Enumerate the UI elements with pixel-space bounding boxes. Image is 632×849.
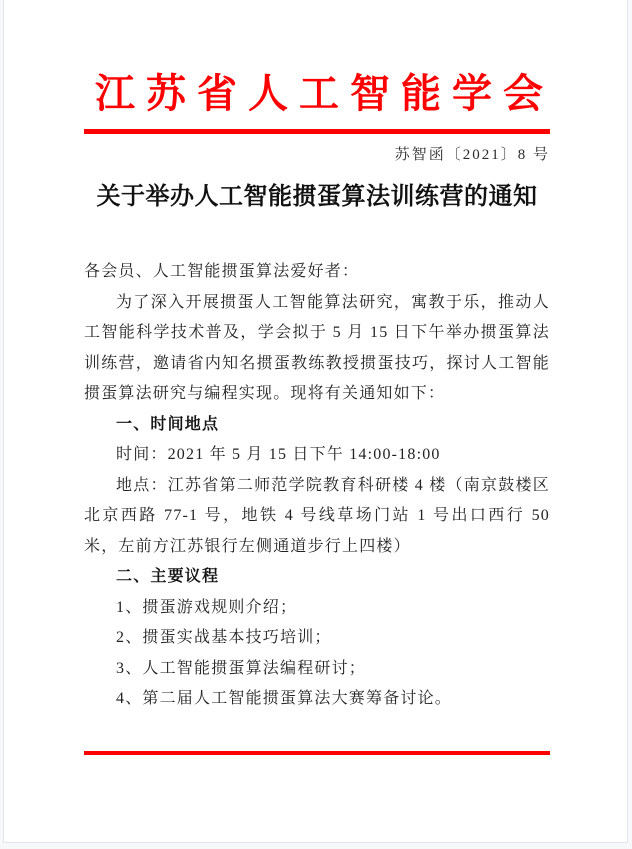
salutation-line: 各会员、人工智能掼蛋算法爱好者：: [84, 263, 360, 280]
agenda-item-4: 4、第二届人工智能掼蛋算法大赛筹备讨论。: [116, 690, 453, 707]
document-page: [3, 0, 628, 843]
section-1-heading: 一、时间地点: [116, 415, 220, 433]
footer-red-rule: [84, 751, 550, 755]
agenda-item-1: 1、掼蛋游戏规则介绍；: [116, 598, 298, 616]
society-masthead-title: 江苏省人工智能学会: [95, 71, 554, 116]
location-paragraph: 地点：江苏省第二师范学院教育科研楼 4 楼（南京鼓楼区北京西路 77-1 号，地铁 4 号线草场门站 1 号出口西行 50 米，左前方江苏银行左侧通道步行上四楼）: [84, 476, 550, 555]
notice-title: 关于举办人工智能掼蛋算法训练营的通知: [96, 184, 538, 210]
agenda-item-3: 3、人工智能掼蛋算法编程研讨；: [116, 659, 367, 677]
intro-paragraph: 为了深入开展掼蛋人工智能算法研究，寓教于乐，推动人工智能科学技术普及，学会拟于 5 月 15 日下午举办掼蛋算法训练营，邀请省内知名掼蛋教练教授掼蛋技巧，探讨人工智能掼蛋算法研究与编程实现。现将有关通知如下：: [84, 293, 550, 402]
time-line: 时间：2021 年 5 月 15 日下午 14:00-18:00: [116, 446, 441, 463]
masthead-red-rule: [84, 129, 550, 134]
document-number: 苏智函〔2021〕8 号: [394, 147, 550, 163]
notice-body: [84, 257, 550, 715]
agenda-item-2: 2、掼蛋实战基本技巧培训；: [116, 629, 332, 646]
page-content: [4, 71, 627, 715]
section-2-heading: 二、主要议程: [116, 568, 220, 585]
